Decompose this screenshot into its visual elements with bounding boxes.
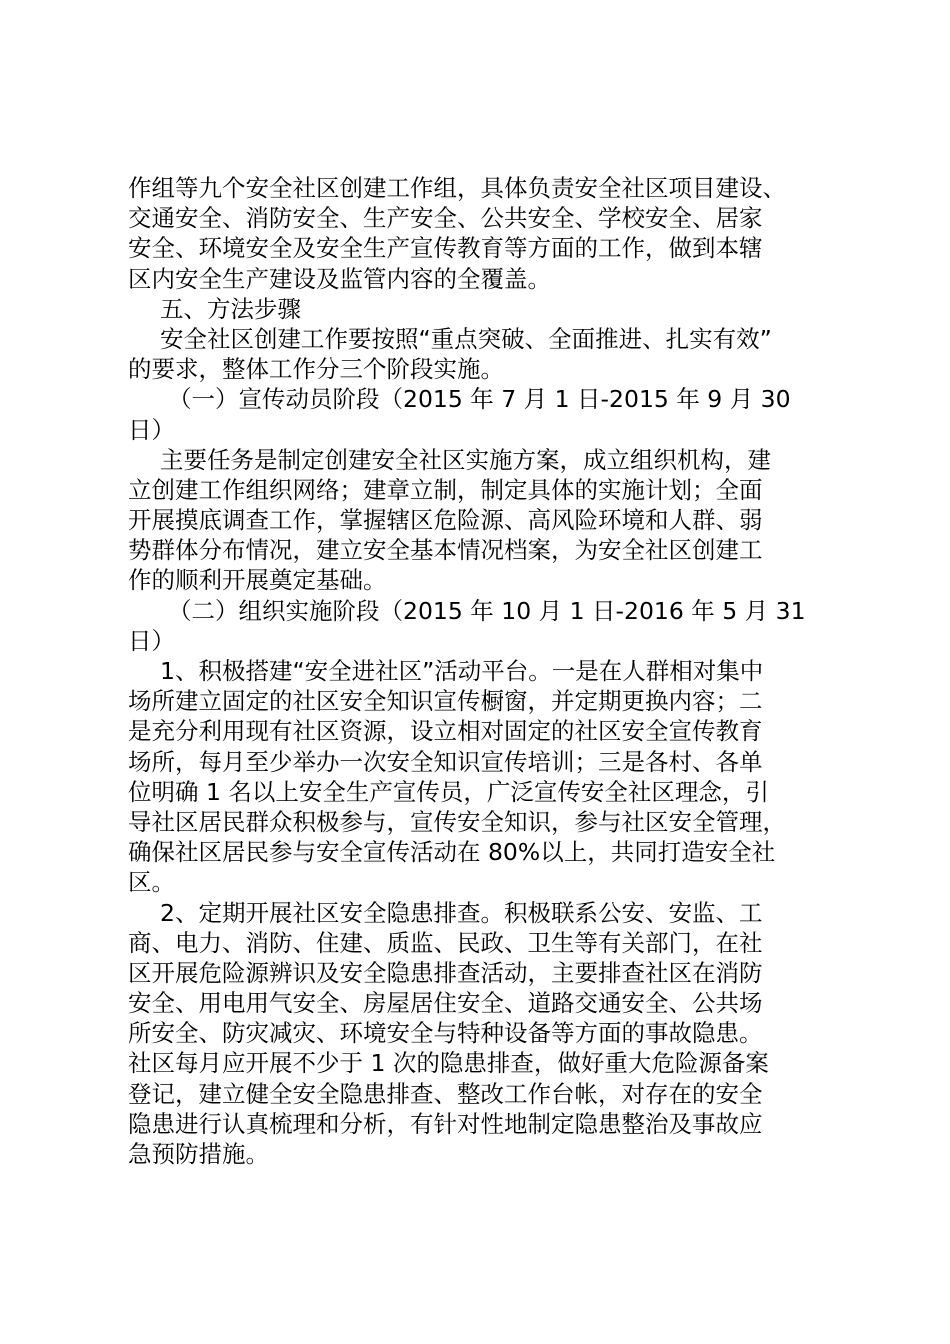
text-line: 场所，每月至少举办一次安全知识宣传培训；三是各村、各单 <box>128 747 763 776</box>
text-line: 2、定期开展社区安全隐患排查。积极联系公安、安监、工 <box>160 898 763 927</box>
text-line: 场所建立固定的社区安全知识宣传橱窗，并定期更换内容；二 <box>128 687 763 716</box>
document-body <box>128 173 838 1169</box>
text-line: 日） <box>128 626 175 655</box>
text-line: （二）组织实施阶段（2015 年 10 月 1 日-2016 年 5 月 31 <box>168 596 806 625</box>
text-line: 导社区居民群众积极参与，宣传安全知识，参与社区安全管理， <box>128 807 786 836</box>
text-line: 1、积极搭建“安全进社区”活动平台。一是在人群相对集中 <box>160 657 764 685</box>
text-line: 作组等九个安全社区创建工作组，具体负责安全社区项目建设、 <box>128 174 786 202</box>
text-line: 区。 <box>128 868 175 897</box>
text-line: 商、电力、消防、住建、质监、民政、卫生等有关部门，在社 <box>128 928 763 957</box>
text-line: 主要任务是制定创建安全社区实施方案，成立组织机构，建 <box>160 445 771 474</box>
text-line: 交通安全、消防安全、生产安全、公共安全、学校安全、居家 <box>128 204 763 233</box>
text-line: 开展摸底调查工作，掌握辖区危险源、高风险环境和人群、弱 <box>128 506 763 535</box>
text-line: 作的顺利开展奠定基础。 <box>128 566 387 595</box>
text-line: 急预防措施。 <box>128 1140 269 1168</box>
text-line: 五、方法步骤 <box>160 294 301 323</box>
text-line: 区开展危险源辨识及安全隐患排查活动，主要排查社区在消防 <box>128 958 763 987</box>
text-line: 隐患进行认真梳理和分析，有针对性地制定隐患整治及事故应 <box>128 1109 763 1138</box>
text-line: 势群体分布情况，建立安全基本情况档案，为安全社区创建工 <box>128 536 763 565</box>
text-line: 确保社区居民参与安全宣传活动在 80%以上，共同打造安全社 <box>128 838 776 867</box>
text-line: 社区每月应开展不少于 1 次的隐患排查，做好重大危险源备案 <box>128 1049 769 1078</box>
text-line: 所安全、防灾减灾、环境安全与特种设备等方面的事故隐患。 <box>128 1019 763 1048</box>
text-line: 的要求，整体工作分三个阶段实施。 <box>128 355 504 384</box>
text-line: 是充分利用现有社区资源，设立相对固定的社区安全宣传教育 <box>128 717 763 746</box>
text-line: 区内安全生产建设及监管内容的全覆盖。 <box>128 264 551 293</box>
text-line: 登记，建立健全安全隐患排查、整改工作台帐，对存在的安全 <box>128 1079 763 1108</box>
text-line: 安全、用电用气安全、房屋居住安全、道路交通安全、公共场 <box>128 989 763 1018</box>
text-line: 安全、环境安全及安全生产宣传教育等方面的工作，做到本辖 <box>128 234 763 263</box>
text-line: 安全社区创建工作要按照“重点突破、全面推进、扎实有效” <box>160 324 772 353</box>
text-line: 位明确 1 名以上安全生产宣传员，广泛宣传安全社区理念，引 <box>128 777 769 806</box>
text-line: （一）宣传动员阶段（2015 年 7 月 1 日-2015 年 9 月 30 <box>168 385 791 414</box>
text-line: 日） <box>128 415 175 444</box>
text-line: 立创建工作组织网络；建章立制，制定具体的实施计划；全面 <box>128 475 763 504</box>
